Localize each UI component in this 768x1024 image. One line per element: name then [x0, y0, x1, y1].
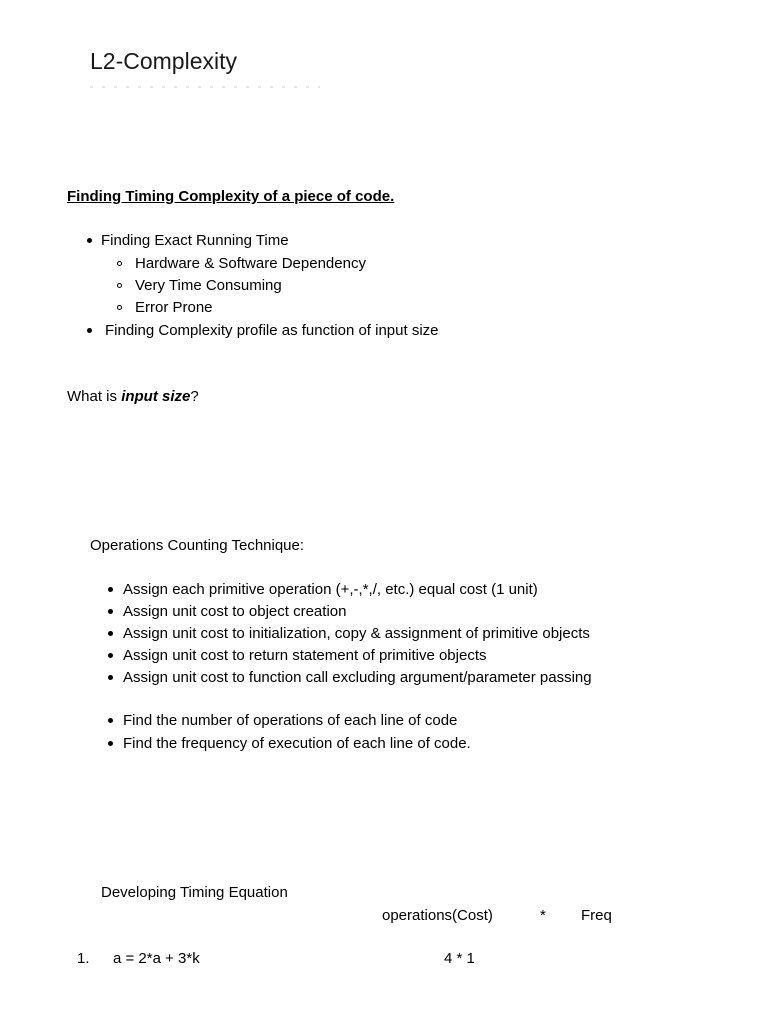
bullet-dot	[87, 328, 92, 333]
step-item: Find the number of operations of each line of code	[123, 712, 458, 729]
bullet-dot	[108, 587, 113, 592]
step-item: Find the frequency of execution of each line of code.	[123, 735, 471, 752]
question-emphasis: input size	[121, 388, 191, 405]
bullet-dot	[108, 741, 113, 746]
sub-bullet-item: Very Time Consuming	[135, 277, 282, 294]
rule-item: Assign unit cost to return statement of primitive objects	[123, 647, 487, 664]
bullet-dot	[108, 631, 113, 636]
rule-item: Assign unit cost to function call excluding argument/parameter passing	[123, 669, 592, 686]
bullet-dot	[108, 653, 113, 658]
question-suffix: ?	[190, 388, 199, 405]
bullet-dot	[108, 609, 113, 614]
sub-bullet-circle	[117, 305, 122, 310]
bullet-item: Finding Exact Running Time	[101, 232, 289, 249]
bullet-dot	[108, 675, 113, 680]
rule-item: Assign unit cost to object creation	[123, 603, 347, 620]
col-freq: Freq	[581, 907, 612, 924]
page-title: L2-Complexity	[90, 48, 237, 74]
technique-heading: Operations Counting Technique:	[90, 537, 305, 554]
rule-item: Assign unit cost to initialization, copy & assignment of primitive objects	[123, 625, 590, 642]
code-line: a = 2*a + 3*k	[113, 950, 200, 967]
col-operations: operations(Cost)	[382, 907, 493, 924]
sub-bullet-circle	[117, 283, 122, 288]
sub-bullet-circle	[117, 261, 122, 266]
question-prefix: What is	[67, 388, 122, 405]
input-size-question	[67, 388, 199, 406]
faint-divider	[90, 86, 320, 88]
bullet-item: Finding Complexity profile as function of input size	[105, 322, 439, 339]
line-cost: 4 * 1	[444, 950, 475, 967]
bullet-dot	[87, 238, 92, 243]
rule-item: Assign each primitive operation (+,-,*,/, etc.) equal cost (1 unit)	[123, 581, 538, 598]
sub-bullet-item: Error Prone	[135, 299, 213, 316]
bullet-dot	[108, 718, 113, 723]
col-times: *	[540, 907, 546, 924]
section-heading: Finding Timing Complexity of a piece of code.	[67, 188, 395, 205]
timing-heading: Developing Timing Equation	[101, 884, 288, 901]
sub-bullet-item: Hardware & Software Dependency	[135, 255, 366, 272]
line-number: 1.	[77, 950, 90, 967]
